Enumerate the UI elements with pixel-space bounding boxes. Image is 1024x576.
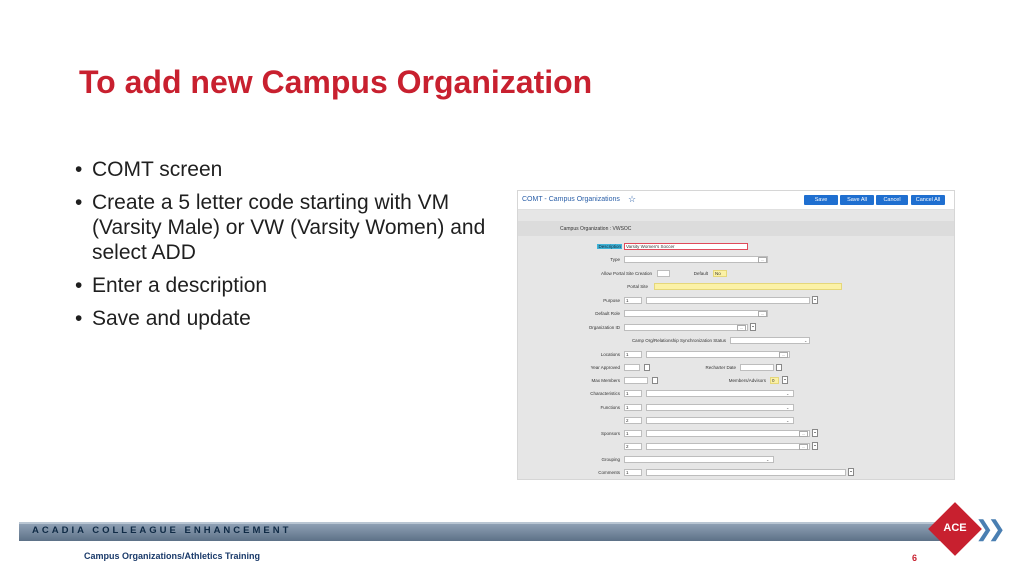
type-field[interactable] xyxy=(624,256,768,263)
functions-row-number: 1 xyxy=(624,404,642,411)
chevron-down-icon[interactable]: ⌄ xyxy=(804,338,808,343)
purpose-label: Purpose xyxy=(603,298,620,303)
comments-field[interactable] xyxy=(646,469,846,476)
max-members-field[interactable] xyxy=(624,377,648,384)
document-icon[interactable] xyxy=(812,429,818,437)
sponsors-row-number: 2 xyxy=(624,443,642,450)
calendar-icon[interactable] xyxy=(644,364,650,371)
chevrons-icon: ❯❯ xyxy=(975,516,1000,541)
description-field[interactable]: Varsity Women's Soccer xyxy=(624,243,748,250)
bullet-item: • COMT screen xyxy=(75,157,495,182)
comments-label: Comments xyxy=(598,470,620,475)
bullet-list xyxy=(75,157,495,339)
document-icon[interactable] xyxy=(750,323,756,331)
locations-row-number: 1 xyxy=(624,351,642,358)
org-label: Campus Organization : VWSOC xyxy=(560,226,632,232)
document-icon[interactable] xyxy=(812,442,818,450)
default-field[interactable]: No xyxy=(713,270,727,277)
default-role-field[interactable] xyxy=(624,310,768,317)
ellipsis-icon[interactable]: … xyxy=(779,352,788,358)
comt-screenshot xyxy=(517,190,955,480)
sponsors-field-2[interactable] xyxy=(646,443,810,450)
organization-id-field[interactable] xyxy=(624,324,748,331)
ace-logo-text: ACE xyxy=(943,522,967,534)
purpose-field[interactable] xyxy=(646,297,810,304)
chevron-down-icon[interactable]: ⌄ xyxy=(786,391,790,396)
bullet-item: • Enter a description xyxy=(75,273,495,298)
default-role-label: Default Role xyxy=(595,311,620,316)
year-approved-field[interactable] xyxy=(624,364,640,371)
ellipsis-icon[interactable]: … xyxy=(758,311,767,317)
characteristics-select[interactable] xyxy=(646,390,794,397)
cancel-all-button[interactable]: Cancel All xyxy=(911,195,945,205)
characteristics-label: Characteristics xyxy=(590,391,620,396)
default-label: Default xyxy=(693,271,708,276)
footer-banner-text: ACADIA COLLEAGUE ENHANCEMENT xyxy=(32,525,292,536)
screen-header xyxy=(518,191,954,210)
purpose-row-number: 1 xyxy=(624,297,642,304)
comments-row-number: 1 xyxy=(624,469,642,476)
sponsors-field-1[interactable] xyxy=(646,430,810,437)
sponsors-label: Sponsors xyxy=(600,431,620,436)
functions-select-1[interactable] xyxy=(646,404,794,411)
slide-title: To add new Campus Organization xyxy=(79,64,593,100)
star-icon[interactable]: ☆ xyxy=(628,194,637,204)
portal-site-label: Portal Site xyxy=(627,284,648,289)
characteristics-row-number: 1 xyxy=(624,390,642,397)
organization-id-label: Organization ID xyxy=(588,325,620,330)
document-icon[interactable] xyxy=(812,296,818,304)
portal-site-field[interactable] xyxy=(654,283,842,290)
ellipsis-icon[interactable]: … xyxy=(758,257,767,263)
footnote: Campus Organizations/Athletics Training xyxy=(84,551,261,561)
max-members-label: Max Members xyxy=(591,378,620,383)
type-label: Type xyxy=(610,257,620,262)
functions-select-2[interactable] xyxy=(646,417,794,424)
chevron-down-icon[interactable]: ⌄ xyxy=(766,457,770,462)
document-icon[interactable] xyxy=(848,468,854,476)
chevron-down-icon[interactable]: ⌄ xyxy=(786,418,790,423)
ellipsis-icon[interactable]: … xyxy=(799,431,808,437)
bullet-item: • Save and update xyxy=(75,306,495,331)
sponsors-row-number: 1 xyxy=(624,430,642,437)
bullet-item: • Create a 5 letter code starting with VM (Varsity Male) or VW (Varsity Women) and select ADD xyxy=(75,190,495,265)
org-code: VWSOC xyxy=(612,226,632,232)
description-label: Description xyxy=(598,244,621,249)
allow-portal-checkbox[interactable] xyxy=(657,270,670,277)
members-advisors-label: Members/Advisors xyxy=(728,378,766,383)
year-approved-label: Year Approved xyxy=(590,365,620,370)
cancel-button[interactable]: Cancel xyxy=(876,195,908,205)
sync-status-select[interactable] xyxy=(730,337,810,344)
save-button[interactable]: Save xyxy=(804,195,838,205)
functions-label: Functions xyxy=(600,405,620,410)
allow-portal-label: Allow Portal Site Creation xyxy=(600,271,652,276)
document-icon[interactable] xyxy=(782,376,788,384)
page-number: 6 xyxy=(912,553,918,563)
calendar-icon[interactable] xyxy=(652,377,658,384)
grouping-select[interactable] xyxy=(624,456,774,463)
locations-label: Locations xyxy=(600,352,620,357)
members-advisors-field[interactable]: 0 xyxy=(770,377,779,384)
calendar-icon[interactable] xyxy=(776,364,782,371)
chevron-down-icon[interactable]: ⌄ xyxy=(786,405,790,410)
locations-field[interactable] xyxy=(646,351,790,358)
recharter-date-field[interactable] xyxy=(740,364,774,371)
sync-status-label: Camp Org/Relationship Synchronization Status xyxy=(631,338,726,343)
save-all-button[interactable]: Save All xyxy=(840,195,874,205)
screen-title: COMT - Campus Organizations xyxy=(522,196,620,203)
ellipsis-icon[interactable]: … xyxy=(799,444,808,450)
grouping-label: Grouping xyxy=(601,457,620,462)
functions-row-number: 2 xyxy=(624,417,642,424)
recharter-date-label: Recharter Date xyxy=(705,365,736,370)
ellipsis-icon[interactable]: … xyxy=(737,325,746,331)
